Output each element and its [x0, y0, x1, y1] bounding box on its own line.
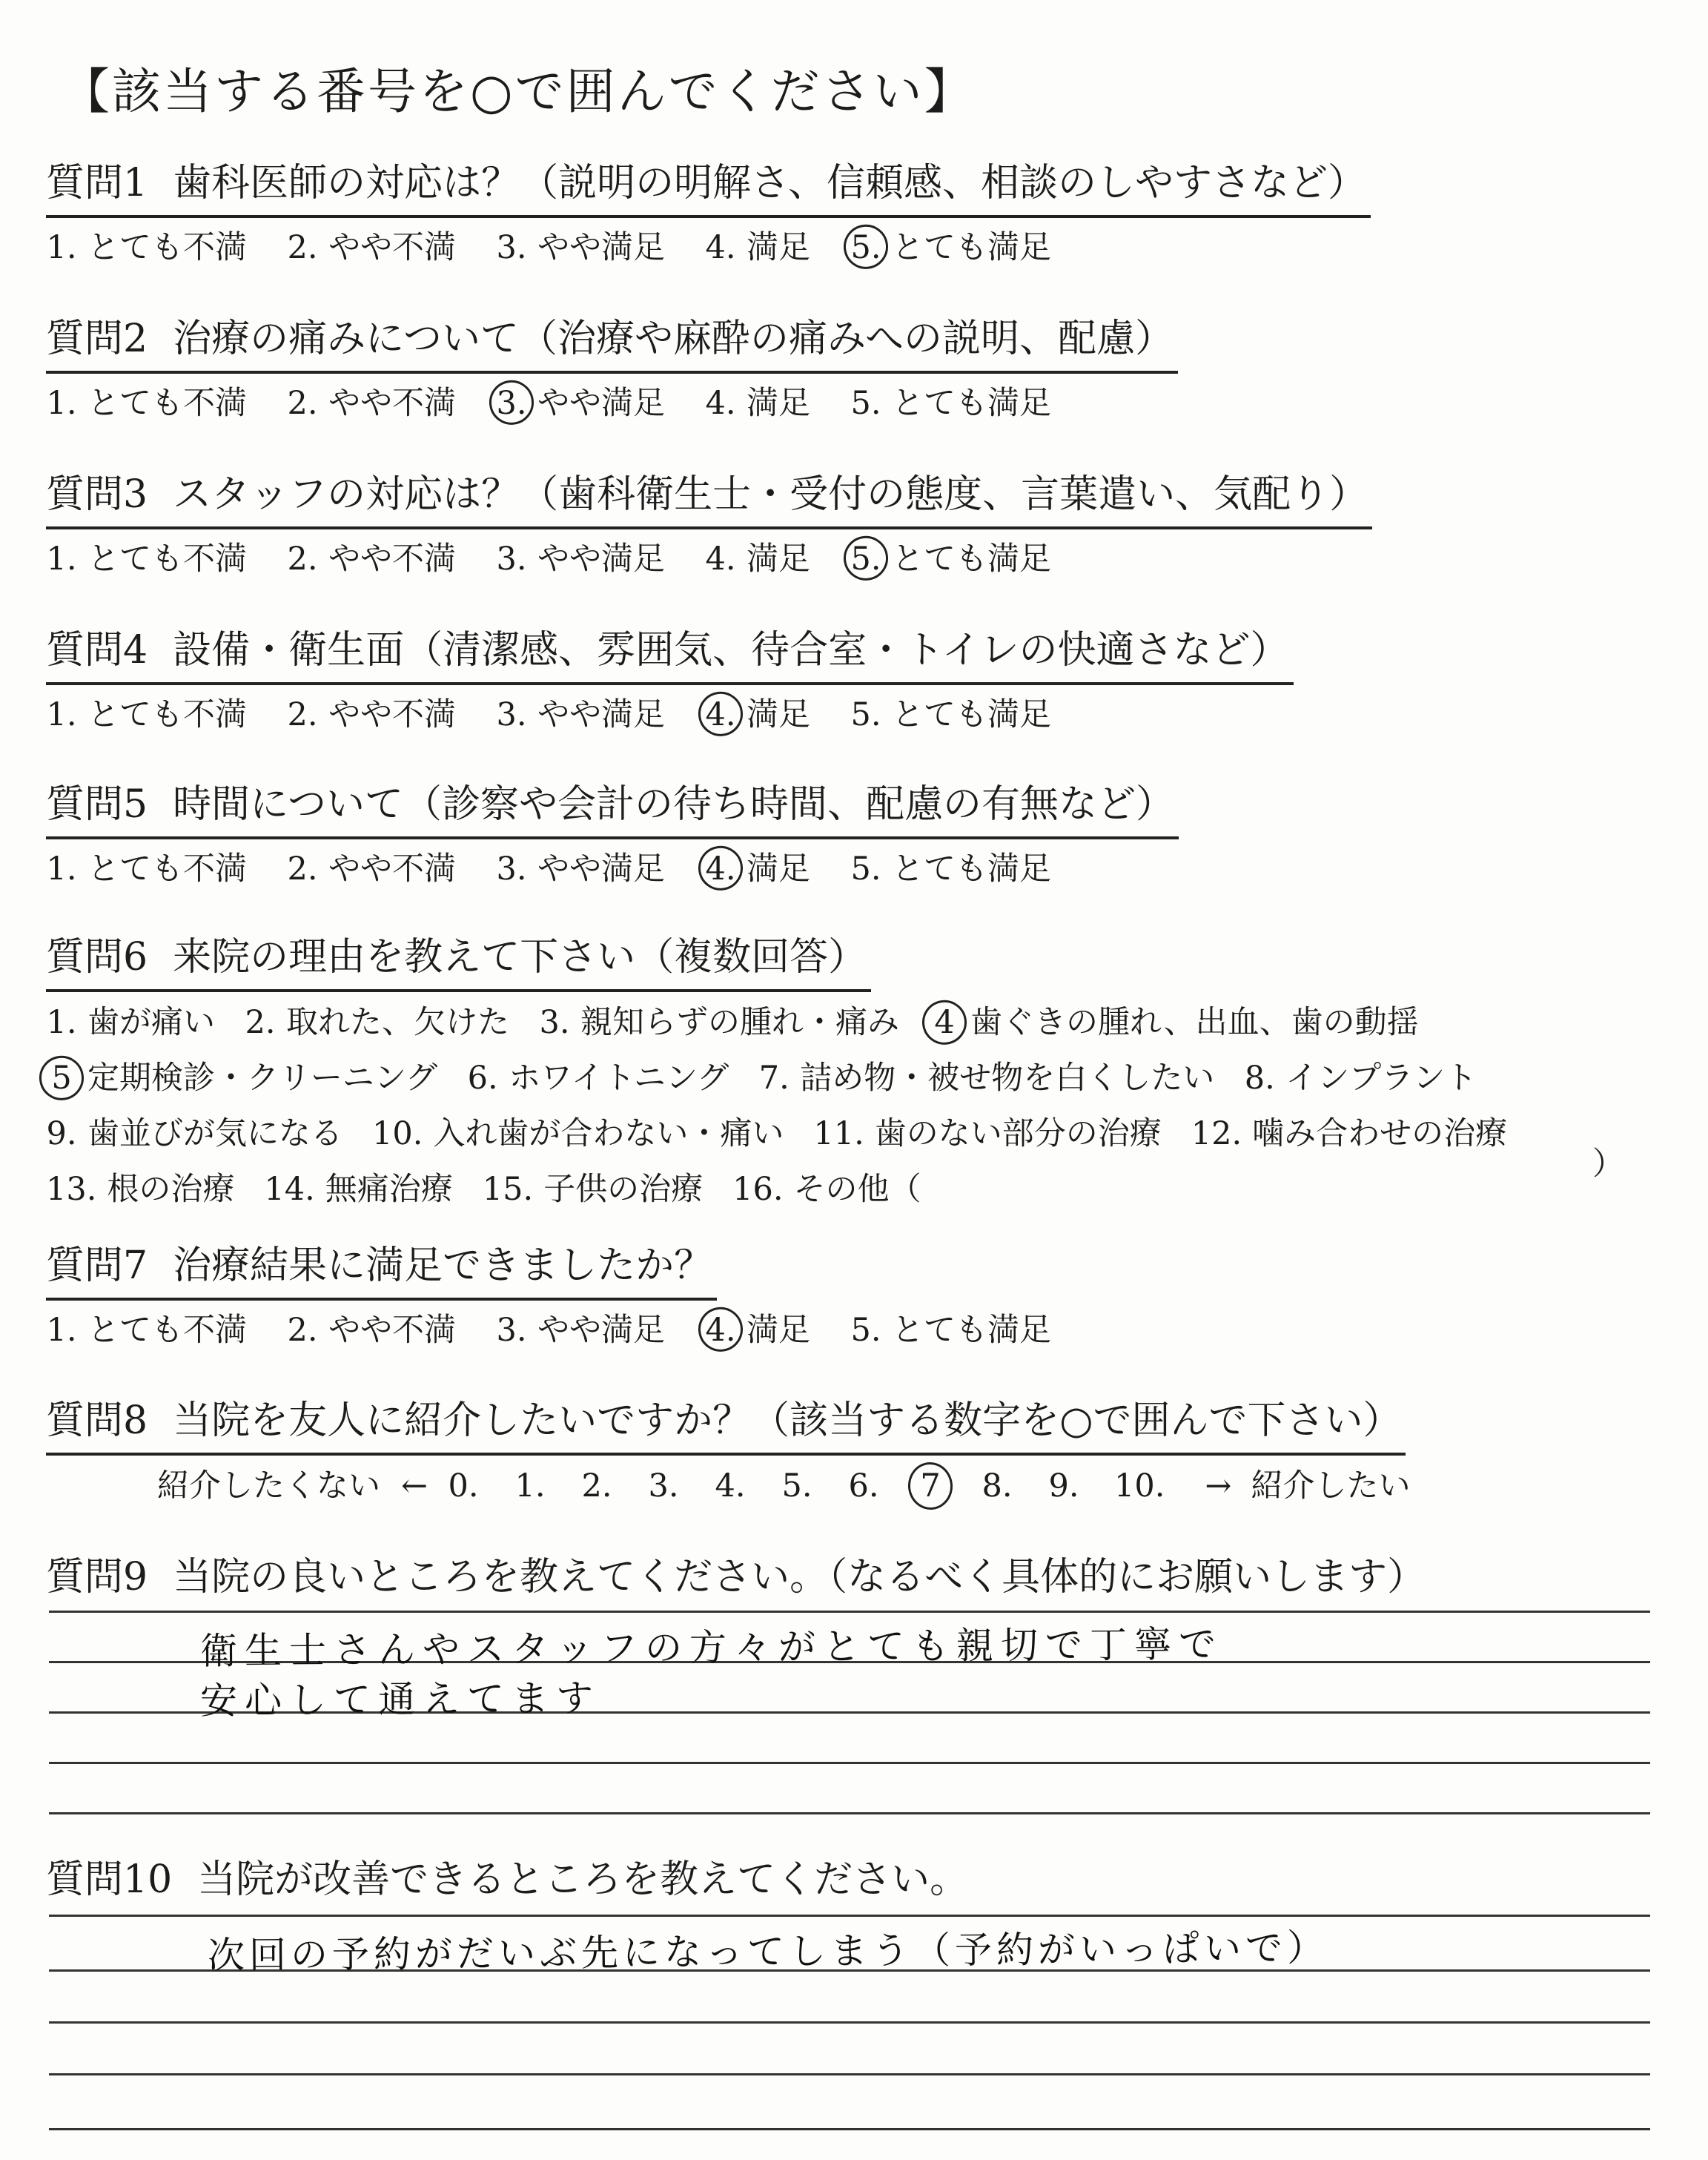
option-label: とても不満 [87, 696, 247, 733]
question-number: 質問8 [46, 1398, 148, 1443]
option[interactable] [372, 1106, 784, 1162]
option[interactable] [705, 532, 810, 586]
option-label: 噛み合わせの治療 [1252, 1115, 1508, 1152]
question-title [46, 776, 1179, 839]
option-number: 1. [46, 851, 77, 888]
option[interactable] [496, 221, 665, 274]
option-label: とても満足 [892, 851, 1051, 888]
answer-line [49, 2128, 1650, 2130]
option-label: 歯のない部分の治療 [874, 1115, 1162, 1152]
option-number: 11. [813, 1115, 864, 1152]
score-option[interactable]: 0. [448, 1467, 479, 1505]
question-3 [46, 466, 1372, 586]
option[interactable] [1191, 1106, 1507, 1162]
option-number: 1. [46, 385, 77, 422]
option-number: 3. [496, 541, 527, 578]
option[interactable] [483, 1162, 703, 1218]
option-number: 2. [287, 229, 318, 266]
circled-number: 4 [929, 995, 960, 1051]
option-label: やや満足 [537, 696, 665, 733]
option-number: 8. [1244, 1060, 1275, 1097]
option-label: 満足 [747, 696, 810, 733]
option-number: 4. [705, 229, 736, 266]
option[interactable] [46, 1304, 247, 1357]
option-label: やや不満 [328, 385, 456, 422]
option-number: 6. [467, 1060, 498, 1097]
scale-right-label: 紹介したい [1251, 1467, 1411, 1505]
option[interactable] [1244, 1051, 1477, 1106]
option-label: とても満足 [892, 385, 1051, 422]
score-option[interactable]: 2. [581, 1467, 612, 1505]
option-number: 2. [287, 696, 318, 733]
option-label: 満足 [747, 229, 810, 266]
question-8 [46, 1392, 1425, 1513]
option-label: 詰め物・被せ物を白くしたい [800, 1060, 1215, 1097]
question-2 [46, 310, 1178, 430]
selected-option[interactable] [496, 377, 665, 430]
option[interactable] [46, 532, 247, 586]
rating-options [46, 842, 1179, 896]
option-number: 13. [46, 1171, 97, 1208]
option-number: 1. [46, 229, 77, 266]
question-text: 歯科医師の対応は？（説明の明解さ、信頼感、相談のしやすさなど） [173, 161, 1367, 205]
question-title [46, 621, 1294, 685]
question-text: 治療の痛みについて（治療や麻酔の痛みへの説明、配慮） [173, 317, 1174, 361]
question-number: 質問3 [46, 472, 148, 517]
rating-options [46, 221, 1371, 274]
score-option[interactable]: 4. [715, 1467, 746, 1505]
question-title [46, 1392, 1406, 1456]
option-number: 2. [287, 385, 318, 422]
option-label: 満足 [747, 385, 810, 422]
option-label: 満足 [747, 1312, 810, 1349]
option[interactable] [287, 532, 456, 586]
option-label: その他（ [793, 1171, 921, 1208]
option-label: 無痛治療 [325, 1171, 453, 1208]
score-option[interactable]: 5. [781, 1467, 812, 1505]
page-title: 【該当する番号を○で囲んでください】 [61, 63, 976, 120]
option[interactable] [813, 1106, 1161, 1162]
option-number: 3. [496, 851, 527, 888]
option-label: やや不満 [328, 541, 456, 578]
question-title [46, 1548, 1430, 1609]
question-number: 質問10 [46, 1857, 173, 1902]
handwritten-answer: 安心して通えてます [199, 1677, 601, 1723]
option-number: 3. [496, 1312, 527, 1349]
option-label: インプラント [1285, 1060, 1477, 1097]
other-close-paren: ） [1592, 1146, 1624, 1183]
selected-option[interactable] [705, 1304, 810, 1357]
option-row [46, 1162, 1537, 1218]
answer-line [49, 1812, 1650, 1814]
rating-options [46, 1304, 1091, 1357]
question-title [46, 928, 871, 992]
question-10 [46, 1851, 973, 1912]
option[interactable] [46, 688, 247, 742]
option-number: 1. [46, 696, 77, 733]
option-number: 2. [287, 851, 318, 888]
option-number: 4. [705, 541, 736, 578]
question-number: 質問5 [46, 782, 148, 827]
selected-option[interactable] [929, 995, 1419, 1051]
option[interactable] [287, 221, 456, 274]
option[interactable] [264, 1162, 452, 1218]
option-number: 7. [758, 1060, 790, 1097]
option-label: 満足 [747, 851, 810, 888]
option-label: やや満足 [537, 229, 665, 266]
option[interactable] [496, 688, 665, 742]
option-label: やや満足 [537, 851, 665, 888]
option[interactable] [287, 1304, 456, 1357]
selected-option[interactable] [850, 532, 1051, 586]
question-number: 質問1 [46, 161, 148, 205]
multi-choice-options [46, 995, 1537, 1218]
option[interactable] [850, 1304, 1051, 1357]
scale-left-label: 紹介したくない [157, 1467, 380, 1505]
option-label: 子供の治療 [543, 1171, 704, 1208]
question-number: 質問6 [46, 935, 148, 980]
option-label: やや満足 [537, 385, 665, 422]
recommend-scale [157, 1459, 1425, 1513]
question-title [46, 1851, 973, 1912]
question-1 [46, 154, 1371, 274]
option-number: 5. [850, 385, 881, 422]
rating-options [46, 532, 1372, 586]
option[interactable] [46, 1162, 234, 1218]
answer-line [49, 1762, 1650, 1764]
question-text: 当院を友人に紹介したいですか？（該当する数字を○で囲んで下さい） [173, 1398, 1402, 1443]
question-text: 当院が改善できるところを教えてください。 [197, 1857, 969, 1902]
question-text: 時間について（診察や会計の待ち時間、配慮の有無など） [173, 782, 1175, 827]
option[interactable] [496, 842, 665, 896]
right-arrow-icon: → [1205, 1467, 1232, 1505]
option-label: 歯並びが気になる [87, 1115, 342, 1152]
option-label: とても不満 [87, 1312, 247, 1349]
score-option[interactable]: 9. [1048, 1467, 1079, 1505]
score-option[interactable]: 8. [982, 1467, 1013, 1505]
option-number: 16. [732, 1171, 784, 1208]
option-label: とても不満 [87, 851, 247, 888]
answer-line [49, 1915, 1650, 1917]
rating-options [46, 377, 1178, 430]
question-5 [46, 776, 1179, 896]
option[interactable] [758, 1051, 1214, 1106]
option[interactable] [46, 842, 247, 896]
circled-number: 4. [705, 1304, 736, 1357]
handwritten-answer: 次回の予約がだいぶ先になってしまう（予約がいっぱいで） [207, 1926, 1329, 1978]
option-label: 親知らずの腫れ・痛み [580, 1004, 899, 1041]
question-title [46, 466, 1372, 529]
option-label: やや満足 [537, 541, 665, 578]
option-number: 9. [46, 1115, 77, 1152]
option-number: 2. [287, 1312, 318, 1349]
option[interactable] [850, 842, 1051, 896]
question-text: スタッフの対応は？（歯科衛生士・受付の態度、言葉遣い、気配り） [173, 472, 1368, 517]
option[interactable] [850, 688, 1051, 742]
option-label: 取れた、欠けた [286, 1004, 509, 1041]
option-number: 5. [850, 851, 881, 888]
option-number: 3. [539, 1004, 570, 1041]
option-label: やや不満 [328, 696, 456, 733]
circled-number: 5. [850, 532, 881, 586]
score-option[interactable]: 1. [514, 1467, 546, 1505]
option-number: 3. [496, 229, 527, 266]
option-number: 1. [46, 1004, 77, 1041]
option-label: やや満足 [537, 1312, 665, 1349]
option-label: とても不満 [87, 229, 247, 266]
option-label: とても満足 [892, 541, 1051, 578]
option-label: とても満足 [892, 1312, 1051, 1349]
score-option[interactable]: 10. [1114, 1467, 1165, 1505]
question-4 [46, 621, 1294, 742]
option-label: 定期検診・クリーニング [87, 1060, 438, 1097]
selected-option[interactable] [850, 221, 1051, 274]
option-number: 2. [287, 541, 318, 578]
circled-number: 5 [46, 1051, 77, 1106]
option[interactable] [850, 377, 1051, 430]
option-number: 4. [705, 385, 736, 422]
handwritten-answer: 衛生士さんやスタッフの方々がとても親切で丁寧で [199, 1622, 1224, 1673]
option-row [46, 1106, 1537, 1162]
score-option[interactable]: 3. [648, 1467, 679, 1505]
question-text: 当院の良いところを教えてください。（なるべく具体的にお願いします） [173, 1555, 1426, 1599]
option-number: 5. [850, 696, 881, 733]
option-label: とても満足 [892, 229, 1051, 266]
question-text: 設備・衛生面（清潔感、雰囲気、待合室・トイレの快適さなど） [173, 628, 1289, 673]
option-label: 歯ぐきの腫れ、出血、歯の動揺 [970, 1004, 1419, 1041]
option-number: 5. [850, 1312, 881, 1349]
left-arrow-icon: ← [401, 1467, 428, 1505]
option[interactable] [705, 221, 810, 274]
option-label: 満足 [747, 541, 810, 578]
circled-number: 3. [496, 377, 527, 430]
selected-option[interactable] [46, 1051, 437, 1106]
option-label: 入れ歯が合わない・痛い [433, 1115, 784, 1152]
question-title [46, 310, 1178, 374]
answer-line [49, 1611, 1650, 1613]
score-option[interactable]: 6. [848, 1467, 879, 1505]
question-7 [46, 1237, 1091, 1357]
option[interactable] [46, 1106, 342, 1162]
option[interactable] [732, 1162, 921, 1218]
option-label: やや不満 [328, 851, 456, 888]
rating-options [46, 688, 1294, 742]
option-label: とても満足 [892, 696, 1051, 733]
option[interactable] [287, 688, 456, 742]
option-number: 1. [46, 1312, 77, 1349]
option-number: 14. [264, 1171, 315, 1208]
option-label: やや不満 [328, 1312, 456, 1349]
option[interactable] [539, 995, 899, 1051]
answer-line [49, 2073, 1650, 2075]
option-number: 1. [46, 541, 77, 578]
option[interactable] [245, 995, 509, 1051]
option-label: とても不満 [87, 541, 247, 578]
circled-score[interactable]: 7 [914, 1459, 947, 1513]
option[interactable] [705, 377, 810, 430]
question-6 [46, 928, 1537, 1218]
option-number: 15. [482, 1171, 534, 1208]
question-text: 治療結果に満足できましたか？ [173, 1244, 713, 1288]
option[interactable] [287, 377, 456, 430]
question-number: 質問9 [46, 1555, 148, 1599]
circled-number: 4. [705, 688, 736, 742]
option-row [46, 995, 1537, 1051]
circled-number: 5. [850, 221, 881, 274]
option-label: 根の治療 [107, 1171, 235, 1208]
selected-option[interactable] [705, 842, 810, 896]
answer-line [49, 2021, 1650, 2024]
option-label: ホワイトニング [509, 1060, 729, 1097]
question-number: 質問4 [46, 628, 148, 673]
question-number: 質問7 [46, 1244, 148, 1288]
option-number: 3. [496, 696, 527, 733]
option[interactable] [46, 377, 247, 430]
circled-number: 4. [705, 842, 736, 896]
option[interactable] [46, 995, 215, 1051]
option[interactable] [496, 532, 665, 586]
option-row [46, 1051, 1537, 1106]
option[interactable] [467, 1051, 729, 1106]
option[interactable] [496, 1304, 665, 1357]
option-label: とても不満 [87, 385, 247, 422]
option-label: やや不満 [328, 229, 456, 266]
question-number: 質問2 [46, 317, 148, 361]
option-number: 10. [372, 1115, 423, 1152]
option-label: 歯が痛い [87, 1004, 215, 1041]
question-9 [46, 1548, 1430, 1609]
option-number: 2. [245, 1004, 276, 1041]
option[interactable] [287, 842, 456, 896]
question-text: 来院の理由を教えて下さい（複数回答） [173, 935, 867, 980]
option-number: 12. [1191, 1115, 1242, 1152]
selected-option[interactable] [705, 688, 810, 742]
option[interactable] [46, 221, 247, 274]
question-title [46, 1237, 717, 1301]
question-title [46, 154, 1371, 218]
